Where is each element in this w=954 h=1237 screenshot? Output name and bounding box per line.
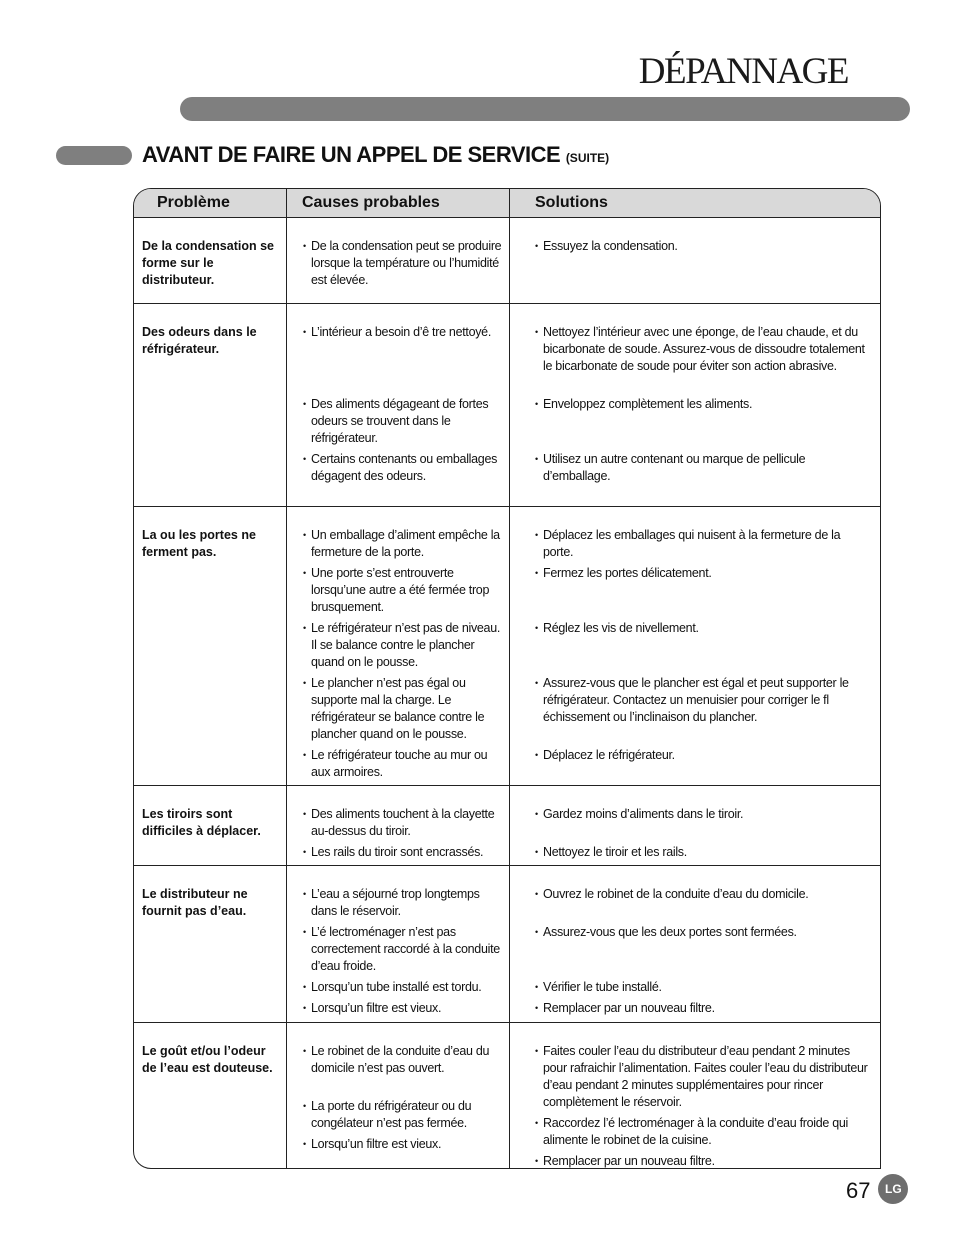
solution-item: • Nettoyez le tiroir et les rails. [535, 844, 870, 861]
solutions-cell [510, 1023, 880, 1169]
cause-item: • La porte du réfrigérateur ou du congélateur n’est pas fermée. [303, 1098, 503, 1132]
cause-item: • Les rails du tiroir sont encrassés. [303, 844, 503, 861]
cause-item: • L’intérieur a besoin d’ê tre nettoyé. [303, 324, 503, 341]
problem-cell: La ou les portes ne ferment pas. [134, 507, 287, 785]
causes-cell [287, 786, 510, 865]
causes-cell [287, 507, 510, 785]
header-causes: Causes probables [287, 189, 510, 217]
problem-cell: De la condensation se forme sur le distributeur. [134, 218, 287, 303]
solutions-cell [510, 507, 880, 785]
solution-item: • Enveloppez complètement les aliments. [535, 396, 870, 413]
cause-item: • Des aliments touchent à la clayette au-dessus du tiroir. [303, 806, 503, 840]
lg-logo-icon [878, 1174, 908, 1204]
solution-item: • Utilisez un autre contenant ou marque de pellicule d’emballage. [535, 451, 870, 485]
solutions-cell [510, 218, 880, 303]
table-row [134, 507, 880, 786]
causes-cell [287, 218, 510, 303]
cause-item: • Certains contenants ou emballages dégagent des odeurs. [303, 451, 503, 485]
header-bar [180, 97, 910, 121]
solution-item: • Remplacer par un nouveau filtre. [535, 1000, 870, 1017]
section-title-suffix: (SUITE) [565, 151, 610, 165]
table-body [134, 218, 880, 1169]
header-solutions: Solutions [535, 194, 608, 211]
cause-item: • Le réfrigérateur touche au mur ou aux armoires. [303, 747, 503, 781]
causes-cell [287, 866, 510, 1022]
table-row [134, 786, 880, 866]
cause-item: • Une porte s’est entrouverte lorsqu’une autre a été fermée trop brusquement. [303, 565, 503, 616]
solution-item: • Fermez les portes délicatement. [535, 565, 870, 582]
table-row [134, 866, 880, 1023]
solution-item: • Nettoyez l’intérieur avec une éponge, de l’eau chaude, et du bicarbonate de soude. Assurez-vous de dissoudre totalement le bicarbonate de soude pour éviter son action abrasive. [535, 324, 870, 375]
cause-item: • Lorsqu’un filtre est vieux. [303, 1000, 503, 1017]
section-pill [56, 146, 132, 165]
solution-item: • Remplacer par un nouveau filtre. [535, 1153, 870, 1169]
problem-cell: Les tiroirs sont difficiles à déplacer. [134, 786, 287, 865]
cause-item: • Lorsqu’un filtre est vieux. [303, 1136, 503, 1153]
solution-item: • Assurez-vous que les deux portes sont fermées. [535, 924, 870, 941]
causes-cell [287, 1023, 510, 1169]
solutions-cell [510, 304, 880, 506]
solution-item: • Gardez moins d’aliments dans le tiroir. [535, 806, 870, 823]
solution-item: • Déplacez le réfrigérateur. [535, 747, 870, 764]
problem-cell: Le distributeur ne fournit pas d’eau. [134, 866, 287, 1022]
table-header [134, 189, 880, 218]
cause-item: • Des aliments dégageant de fortes odeurs se trouvent dans le réfrigérateur. [303, 396, 503, 447]
page-number: 67 [846, 1178, 871, 1203]
solution-item: • Raccordez l’é lectroménager à la conduite d’eau froide qui alimente le robinet de la cuisine. [535, 1115, 870, 1149]
problem-cell: Des odeurs dans le réfrigérateur. [134, 304, 287, 506]
lg-logo-text: LG [885, 1182, 902, 1196]
problem-cell: Le goût et/ou l’odeur de l’eau est douteuse. [134, 1023, 287, 1169]
cause-item: • De la condensation peut se produire lorsque la température ou l’humidité est élevée. [303, 238, 503, 289]
header-probleme: Problème [134, 189, 287, 217]
cause-item: • L’é lectroménager n’est pas correctement raccordé à la conduite d’eau froide. [303, 924, 503, 975]
table-row [134, 218, 880, 304]
solution-item: • Faites couler l’eau du distributeur d’eau pendant 2 minutes pour rafraichir l’alimentation. Faites couler l’eau du distributeur d’eau pendant 2 minutes supplémentaires pour rincer complètement le réservoir. [535, 1043, 870, 1111]
solution-item: • Réglez les vis de nivellement. [535, 620, 870, 637]
solutions-cell [510, 786, 880, 865]
solutions-cell [510, 866, 880, 1022]
solution-item: • Assurez-vous que le plancher est égal et peut supporter le réfrigérateur. Contactez un menuisier pour corriger le fl échissement ou l’inclinaison du plancher. [535, 675, 870, 726]
cause-item: • Le robinet de la conduite d’eau du domicile n’est pas ouvert. [303, 1043, 503, 1077]
solution-item: • Vérifier le tube installé. [535, 979, 870, 996]
troubleshooting-table [133, 188, 881, 1169]
solution-item: • Essuyez la condensation. [535, 238, 870, 255]
cause-item: • Le plancher n’est pas égal ou supporte mal la charge. Le réfrigérateur se balance contre le plancher quand on le pousse. [303, 675, 503, 743]
section-title-text: AVANT DE FAIRE UN APPEL DE SERVICE [142, 142, 561, 167]
cause-item: • Un emballage d’aliment empêche la fermeture de la porte. [303, 527, 503, 561]
page-title: DÉPANNAGE [638, 51, 848, 92]
table-row [134, 1023, 880, 1169]
solution-item: • Déplacez les emballages qui nuisent à la fermeture de la porte. [535, 527, 870, 561]
solution-item: • Ouvrez le robinet de la conduite d’eau du domicile. [535, 886, 870, 903]
section-title [142, 142, 609, 168]
cause-item: • Le réfrigérateur n’est pas de niveau. Il se balance contre le plancher quand on le pousse. [303, 620, 503, 671]
causes-cell [287, 304, 510, 506]
cause-item: • Lorsqu’un tube installé est tordu. [303, 979, 503, 996]
cause-item: • L’eau a séjourné trop longtemps dans le réservoir. [303, 886, 503, 920]
table-row [134, 304, 880, 507]
